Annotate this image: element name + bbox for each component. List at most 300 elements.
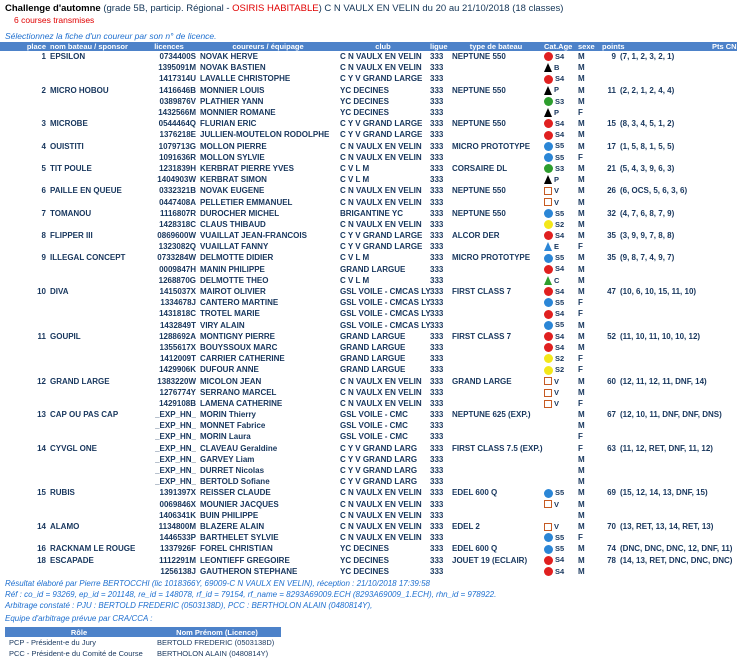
row-boat-name bbox=[48, 174, 140, 185]
table-row bbox=[0, 96, 737, 107]
row-crew-member: NOVAK BASTIEN bbox=[200, 63, 266, 73]
table-row bbox=[0, 51, 737, 62]
red-circle-icon bbox=[544, 119, 553, 128]
row-points bbox=[600, 118, 710, 129]
row-boat-name bbox=[48, 308, 140, 319]
row-ligue: 333 bbox=[430, 175, 444, 185]
row-club: GSL VOILE - CMCAS LY bbox=[340, 320, 431, 330]
row-boat-type bbox=[450, 196, 542, 207]
row-boat-type bbox=[450, 320, 542, 331]
arb-col-name: Nom Prénom (Licence) bbox=[153, 627, 281, 637]
row-boat-name bbox=[48, 420, 140, 431]
row-licence-link[interactable]: 0332321B bbox=[159, 186, 196, 196]
row-club: C N VAULX EN VELIN bbox=[340, 533, 422, 543]
row-boat-name bbox=[48, 398, 140, 409]
row-crew-member: CLAUS THIBAUD bbox=[200, 219, 266, 229]
row-place: 14 bbox=[37, 521, 46, 531]
row-boat-type: MICRO PROTOTYPE bbox=[452, 253, 531, 263]
row-crew-member: KERBRAT SIMON bbox=[200, 175, 267, 185]
table-row bbox=[0, 521, 737, 532]
row-crew-member: GARVEY Liam bbox=[200, 454, 255, 464]
row-ligue: 333 bbox=[430, 242, 444, 252]
row-club: GRAND LARGUE bbox=[340, 331, 406, 341]
row-points bbox=[600, 85, 710, 96]
row-ligue: 333 bbox=[430, 253, 444, 263]
col-boat-type[interactable]: type de bateau bbox=[450, 42, 542, 51]
blue-circle-icon bbox=[544, 209, 553, 218]
row-licence-link[interactable]: 1091636R bbox=[159, 152, 196, 162]
row-boat-type bbox=[450, 420, 542, 431]
red-circle-icon bbox=[544, 231, 553, 240]
row-licence-link[interactable]: 0389876V bbox=[159, 96, 196, 106]
row-licence-link[interactable]: 1231839H bbox=[159, 163, 196, 173]
result-author: Résultat élaboré par Pierre BERTOCCHI (lic 1018366Y, 69009-C N VAULX EN VELIN), réception : 21/10/2018 17:39:58 bbox=[5, 579, 430, 588]
row-licence-link[interactable]: 0869600W bbox=[157, 231, 196, 241]
row-boat-name: FLIPPER III bbox=[50, 231, 93, 241]
row-pts-cni bbox=[710, 499, 737, 510]
row-licence-link[interactable]: 1446533P bbox=[159, 533, 196, 543]
row-club: C Y V GRAND LARG bbox=[340, 443, 418, 453]
row-place bbox=[0, 174, 48, 185]
col-licences[interactable]: licences bbox=[140, 42, 198, 51]
col-place[interactable]: place bbox=[0, 42, 48, 51]
row-club: BRIGANTINE YC bbox=[340, 208, 403, 218]
row-club: GSL VOILE - CMC bbox=[340, 410, 408, 420]
row-boat-name: EPSILON bbox=[50, 52, 86, 62]
row-pts-cni bbox=[710, 252, 737, 263]
row-ligue: 333 bbox=[430, 477, 444, 487]
row-boat-name: PAILLE EN QUEUE bbox=[50, 186, 122, 196]
row-points bbox=[600, 96, 710, 107]
row-points bbox=[600, 532, 710, 543]
row-crew-member: MANIN PHILIPPE bbox=[200, 264, 265, 274]
row-boat-type bbox=[450, 510, 542, 521]
row-cat-label: V bbox=[554, 499, 560, 509]
selection-hint: Sélectionnez la fiche d'un coureur par son n° de licence. bbox=[5, 31, 217, 41]
row-place bbox=[0, 275, 48, 286]
row-licence-link[interactable]: 1428318C bbox=[159, 219, 196, 229]
row-club: C Y V GRAND LARG bbox=[340, 477, 418, 487]
row-cat-age bbox=[542, 129, 576, 140]
row-points-total: 69 bbox=[607, 488, 616, 498]
row-ligue: 333 bbox=[430, 130, 444, 140]
table-row bbox=[0, 476, 737, 487]
row-crew-member: MONNIER ROMANE bbox=[200, 108, 276, 118]
row-place bbox=[0, 96, 48, 107]
row-boat-type bbox=[450, 107, 542, 118]
row-boat-name bbox=[48, 387, 140, 398]
row-ligue: 333 bbox=[430, 108, 444, 118]
row-cat-label: V bbox=[554, 387, 560, 397]
row-ligue: 333 bbox=[430, 354, 444, 364]
row-licence-link[interactable]: 1276774Y bbox=[159, 387, 196, 397]
row-points bbox=[600, 208, 710, 219]
row-licence-link[interactable]: 1376218E bbox=[159, 130, 196, 140]
row-boat-name bbox=[48, 62, 140, 73]
row-cat-age bbox=[542, 465, 576, 476]
row-pts-cni bbox=[710, 487, 737, 498]
row-cat-age bbox=[542, 62, 576, 73]
row-points bbox=[600, 510, 710, 521]
row-licence-link[interactable]: 1416646B bbox=[159, 85, 196, 95]
row-crew-member: LAVALLE CHRISTOPHE bbox=[200, 74, 291, 84]
col-sex[interactable]: sexe bbox=[576, 42, 600, 51]
row-place bbox=[0, 152, 48, 163]
row-crew-member: MONNET Fabrice bbox=[200, 421, 266, 431]
row-points bbox=[600, 342, 710, 353]
table-row bbox=[0, 342, 737, 353]
row-cat-age bbox=[542, 185, 576, 196]
row-cat-age bbox=[542, 96, 576, 107]
row-licence-link[interactable]: 1355617X bbox=[159, 342, 196, 352]
arb-row bbox=[5, 648, 281, 659]
row-licence-link[interactable]: 1112291M bbox=[159, 555, 196, 565]
row-sex: F bbox=[578, 298, 583, 308]
table-row bbox=[0, 62, 737, 73]
row-crew-member: DURRET Nicolas bbox=[200, 466, 265, 476]
row-ligue: 333 bbox=[430, 521, 444, 531]
col-pts-cni[interactable]: Pts CNI bbox=[712, 42, 739, 51]
row-club: YC DECINES bbox=[340, 96, 389, 106]
row-licence-link[interactable]: 1432566M bbox=[158, 108, 196, 118]
row-place bbox=[0, 364, 48, 375]
row-club: YC DECINES bbox=[340, 85, 389, 95]
blue-circle-icon bbox=[544, 321, 553, 330]
row-place: 11 bbox=[37, 331, 46, 341]
row-crew-member: VUAILLAT FANNY bbox=[200, 242, 269, 252]
row-points bbox=[600, 431, 710, 442]
table-row bbox=[0, 420, 737, 431]
row-sex: M bbox=[578, 477, 585, 487]
row-licence-link[interactable]: _EXP_HN_ bbox=[155, 421, 196, 431]
row-licence-link[interactable]: 1383220W bbox=[157, 376, 196, 386]
row-ligue: 333 bbox=[430, 309, 444, 319]
row-pts-cni bbox=[710, 387, 737, 398]
table-row bbox=[0, 107, 737, 118]
row-boat-name: ESCAPADE bbox=[50, 555, 94, 565]
red-circle-icon bbox=[544, 556, 553, 565]
row-club: C N VAULX EN VELIN bbox=[340, 219, 422, 229]
row-cat-label: E bbox=[554, 242, 560, 252]
green-circle-icon bbox=[544, 97, 553, 106]
row-licence-link[interactable]: 1134800M bbox=[158, 521, 196, 531]
row-points-total: 15 bbox=[607, 119, 616, 129]
row-place bbox=[0, 353, 48, 364]
row-ligue: 333 bbox=[430, 85, 444, 95]
row-place bbox=[0, 454, 48, 465]
row-licence-link[interactable]: _EXP_HN_ bbox=[155, 432, 196, 442]
row-crew-member: MONTIGNY PIERRE bbox=[200, 331, 275, 341]
red-circle-icon bbox=[544, 75, 553, 84]
row-points bbox=[600, 420, 710, 431]
row-licence-link[interactable]: 1415037X bbox=[159, 287, 196, 297]
row-sex: F bbox=[578, 533, 583, 543]
page-title bbox=[5, 3, 563, 14]
row-place: 15 bbox=[37, 488, 46, 498]
row-licence-link[interactable]: 1337926F bbox=[159, 544, 196, 554]
red-circle-icon bbox=[544, 287, 553, 296]
row-crew-member: CLAVEAU Geraldine bbox=[200, 443, 278, 453]
row-sex: M bbox=[578, 253, 585, 263]
row-licence-link[interactable]: _EXP_HN_ bbox=[155, 454, 196, 464]
row-cat-label: S2 bbox=[555, 219, 565, 229]
row-pts-cni bbox=[710, 241, 737, 252]
arb-role: PCP - Président-e du Jury bbox=[9, 638, 96, 647]
row-place bbox=[0, 62, 48, 73]
table-row bbox=[0, 387, 737, 398]
row-sex: M bbox=[578, 387, 585, 397]
col-crew[interactable]: coureurs / équipage bbox=[198, 42, 338, 51]
row-cat-age bbox=[542, 532, 576, 543]
row-cat-label: S4 bbox=[555, 286, 565, 296]
table-row bbox=[0, 532, 737, 543]
row-licence-link[interactable]: 1404903W bbox=[157, 175, 196, 185]
row-sex: M bbox=[578, 466, 585, 476]
row-club: C N VAULX EN VELIN bbox=[340, 510, 422, 520]
row-licence-link[interactable]: 1429108B bbox=[159, 398, 196, 408]
row-club: C Y V GRAND LARGE bbox=[340, 231, 423, 241]
row-club: YC DECINES bbox=[340, 555, 389, 565]
row-boat-type: EDEL 600 Q bbox=[452, 488, 498, 498]
row-place: 10 bbox=[37, 287, 46, 297]
col-club[interactable]: club bbox=[338, 42, 428, 51]
row-points-detail: (10, 6, 10, 15, 11, 10) bbox=[620, 287, 697, 297]
row-licence-link[interactable]: 1412009T bbox=[159, 354, 196, 364]
row-ligue: 333 bbox=[430, 454, 444, 464]
table-row bbox=[0, 364, 737, 375]
row-boat-name bbox=[48, 275, 140, 286]
row-licence-link[interactable]: 1395091M bbox=[158, 63, 196, 73]
row-points-total: 26 bbox=[607, 186, 616, 196]
row-club: C N VAULX EN VELIN bbox=[340, 141, 422, 151]
row-points bbox=[600, 375, 710, 386]
row-cat-label: S4 bbox=[555, 130, 565, 140]
triangle-icon bbox=[544, 63, 552, 72]
table-row bbox=[0, 85, 737, 96]
row-cat-age bbox=[542, 208, 576, 219]
event-title: Challenge d'automne bbox=[5, 3, 101, 14]
col-boat[interactable]: nom bateau / sponsor bbox=[48, 42, 140, 51]
table-row bbox=[0, 275, 737, 286]
no-category-icon bbox=[544, 421, 553, 430]
row-place bbox=[0, 129, 48, 140]
row-crew-member: MICOLON JEAN bbox=[200, 376, 262, 386]
col-points[interactable]: points bbox=[600, 42, 710, 51]
row-licence-link[interactable]: 1391397X bbox=[159, 488, 196, 498]
row-crew-member: MORIN Laura bbox=[200, 432, 251, 442]
table-row bbox=[0, 230, 737, 241]
row-sex: M bbox=[578, 287, 585, 297]
row-points bbox=[600, 129, 710, 140]
row-cat-age bbox=[542, 118, 576, 129]
row-boat-type: NEPTUNE 550 bbox=[452, 208, 506, 218]
event-grade: (grade 5B, particip. Régional - bbox=[103, 3, 233, 14]
row-pts-cni bbox=[710, 141, 737, 152]
row-licence-link[interactable]: 1323082Q bbox=[158, 242, 196, 252]
row-boat-type bbox=[450, 264, 542, 275]
row-licence-link[interactable]: 0069846X bbox=[159, 499, 196, 509]
row-pts-cni bbox=[710, 107, 737, 118]
row-club: YC DECINES bbox=[340, 544, 389, 554]
row-licence-link[interactable]: _EXP_HN_ bbox=[155, 443, 196, 453]
table-row bbox=[0, 353, 737, 364]
row-licence-link[interactable]: 1432849T bbox=[159, 320, 196, 330]
row-club: GSL VOILE - CMCAS LY bbox=[340, 309, 431, 319]
row-club: C N VAULX EN VELIN bbox=[340, 63, 422, 73]
row-licence-link[interactable]: 1429906K bbox=[159, 365, 196, 375]
row-boat-type: MICRO PROTOTYPE bbox=[452, 141, 531, 151]
triangle-icon bbox=[544, 86, 552, 95]
row-points-detail: (5, 4, 3, 9, 6, 3) bbox=[620, 163, 675, 173]
row-licence-link[interactable]: _EXP_HN_ bbox=[155, 466, 196, 476]
row-licence-link[interactable]: _EXP_HN_ bbox=[155, 410, 196, 420]
row-place: 1 bbox=[41, 52, 46, 62]
row-place: 8 bbox=[41, 231, 46, 241]
row-crew-member: CARRIER CATHERINE bbox=[200, 354, 285, 364]
col-ligue[interactable]: ligue bbox=[428, 42, 450, 51]
square-outline-icon bbox=[544, 400, 552, 408]
row-pts-cni bbox=[710, 118, 737, 129]
row-boat-type bbox=[450, 308, 542, 319]
row-licence-link[interactable]: 1288692A bbox=[159, 331, 196, 341]
row-licence-link[interactable]: 1256138J bbox=[160, 566, 196, 576]
table-header bbox=[0, 42, 737, 51]
row-cat-label: P bbox=[554, 85, 560, 95]
red-circle-icon bbox=[544, 265, 553, 274]
table-row bbox=[0, 375, 737, 386]
row-ligue: 333 bbox=[430, 443, 444, 453]
square-outline-icon bbox=[544, 523, 552, 531]
row-crew-member: LEONTIEFF GREGOIRE bbox=[200, 555, 290, 565]
row-points-detail: (8, 3, 4, 5, 1, 2) bbox=[620, 119, 675, 129]
row-pts-cni bbox=[710, 566, 737, 577]
row-points-total: 78 bbox=[607, 555, 616, 565]
row-boat-type: CORSAIRE DL bbox=[452, 163, 508, 173]
row-points-detail: (3, 9, 9, 7, 8, 8) bbox=[620, 231, 675, 241]
square-outline-icon bbox=[544, 500, 552, 508]
row-pts-cni bbox=[710, 208, 737, 219]
row-points bbox=[600, 196, 710, 207]
row-points bbox=[600, 264, 710, 275]
row-licence-link[interactable]: 1334678J bbox=[160, 298, 196, 308]
row-points-detail: (11, 10, 11, 10, 10, 12) bbox=[620, 331, 701, 341]
row-boat-name bbox=[48, 96, 140, 107]
row-ligue: 333 bbox=[430, 152, 444, 162]
row-points-total: 35 bbox=[607, 253, 616, 263]
row-points bbox=[600, 286, 710, 297]
row-licence-link[interactable]: 1417314U bbox=[159, 74, 196, 84]
row-licence-link[interactable]: 0733284W bbox=[157, 253, 196, 263]
row-points bbox=[600, 566, 710, 577]
col-cat-age[interactable]: Cat.Age bbox=[542, 42, 576, 51]
row-licence-link[interactable]: 0009847H bbox=[159, 264, 196, 274]
row-boat-name: RUBIS bbox=[50, 488, 75, 498]
row-ligue: 333 bbox=[430, 544, 444, 554]
row-licence-link[interactable]: 0544464Q bbox=[158, 119, 196, 129]
row-boat-name bbox=[48, 107, 140, 118]
row-licence-link[interactable]: 0447408A bbox=[159, 197, 196, 207]
row-cat-age bbox=[542, 566, 576, 577]
row-place: 9 bbox=[41, 253, 46, 263]
row-place bbox=[0, 297, 48, 308]
row-boat-type: FIRST CLASS 7 bbox=[452, 331, 512, 341]
row-cat-age bbox=[542, 73, 576, 84]
row-place: 2 bbox=[41, 85, 46, 95]
row-sex: M bbox=[578, 96, 585, 106]
row-sex: M bbox=[578, 342, 585, 352]
row-cat-label: S4 bbox=[555, 51, 565, 61]
arbitration-table bbox=[5, 627, 281, 659]
row-licence-link[interactable]: 1431818C bbox=[159, 309, 196, 319]
row-cat-age bbox=[542, 398, 576, 409]
row-boat-name bbox=[48, 73, 140, 84]
row-boat-name: MICRO HOBOU bbox=[50, 85, 109, 95]
no-category-icon bbox=[544, 466, 553, 475]
row-points bbox=[600, 499, 710, 510]
row-cat-label: S5 bbox=[555, 152, 565, 162]
row-boat-type bbox=[450, 62, 542, 73]
blue-circle-icon bbox=[544, 254, 553, 263]
row-cat-age bbox=[542, 409, 576, 420]
row-club: GRAND LARGUE bbox=[340, 354, 406, 364]
row-pts-cni bbox=[710, 163, 737, 174]
table-row bbox=[0, 73, 737, 84]
row-ligue: 333 bbox=[430, 298, 444, 308]
row-licence-link[interactable]: 1079713G bbox=[158, 141, 196, 151]
row-boat-type: JOUET 19 (ECLAIR) bbox=[452, 555, 528, 565]
row-crew-member: VIRY ALAIN bbox=[200, 320, 245, 330]
row-club: GSL VOILE - CMC bbox=[340, 432, 408, 442]
row-boat-type: FIRST CLASS 7 bbox=[452, 287, 512, 297]
row-cat-label: S4 bbox=[555, 566, 565, 576]
row-crew-member: REISSER CLAUDE bbox=[200, 488, 271, 498]
row-club: C N VAULX EN VELIN bbox=[340, 488, 422, 498]
row-ligue: 333 bbox=[430, 96, 444, 106]
row-ligue: 333 bbox=[430, 52, 444, 62]
row-crew-member: LAMENA CATHERINE bbox=[200, 398, 283, 408]
row-boat-type: FIRST CLASS 7.5 (EXP.) bbox=[452, 443, 543, 453]
row-ligue: 333 bbox=[430, 163, 444, 173]
row-cat-age bbox=[542, 141, 576, 152]
row-cat-age bbox=[542, 252, 576, 263]
row-boat-name: TIT POULE bbox=[50, 163, 92, 173]
row-licence-link[interactable]: _EXP_HN_ bbox=[155, 477, 196, 487]
row-cat-age bbox=[542, 353, 576, 364]
row-licence-link[interactable]: 1268870G bbox=[158, 275, 196, 285]
row-licence-link[interactable]: 1406341K bbox=[159, 510, 196, 520]
row-pts-cni bbox=[710, 465, 737, 476]
red-circle-icon bbox=[544, 343, 553, 352]
row-boat-name bbox=[48, 566, 140, 577]
row-club: GSL VOILE - CMCAS LY bbox=[340, 298, 431, 308]
row-crew-member: PELLETIER EMMANUEL bbox=[200, 197, 293, 207]
row-pts-cni bbox=[710, 96, 737, 107]
row-crew-member: DELMOTTE DIDIER bbox=[200, 253, 274, 263]
row-ligue: 333 bbox=[430, 510, 444, 520]
row-boat-type bbox=[450, 275, 542, 286]
row-cat-label: S3 bbox=[555, 96, 565, 106]
row-boat-name bbox=[48, 364, 140, 375]
row-place bbox=[0, 219, 48, 230]
row-points-total: 67 bbox=[607, 410, 616, 420]
row-club: C N VAULX EN VELIN bbox=[340, 521, 422, 531]
row-crew-member: BARTHELET SYLVIE bbox=[200, 533, 279, 543]
row-licence-link[interactable]: 1116807R bbox=[159, 208, 196, 218]
row-points bbox=[600, 241, 710, 252]
row-cat-age bbox=[542, 320, 576, 331]
row-licence-link[interactable]: 0734400S bbox=[159, 52, 196, 62]
row-cat-label: S4 bbox=[555, 74, 565, 84]
